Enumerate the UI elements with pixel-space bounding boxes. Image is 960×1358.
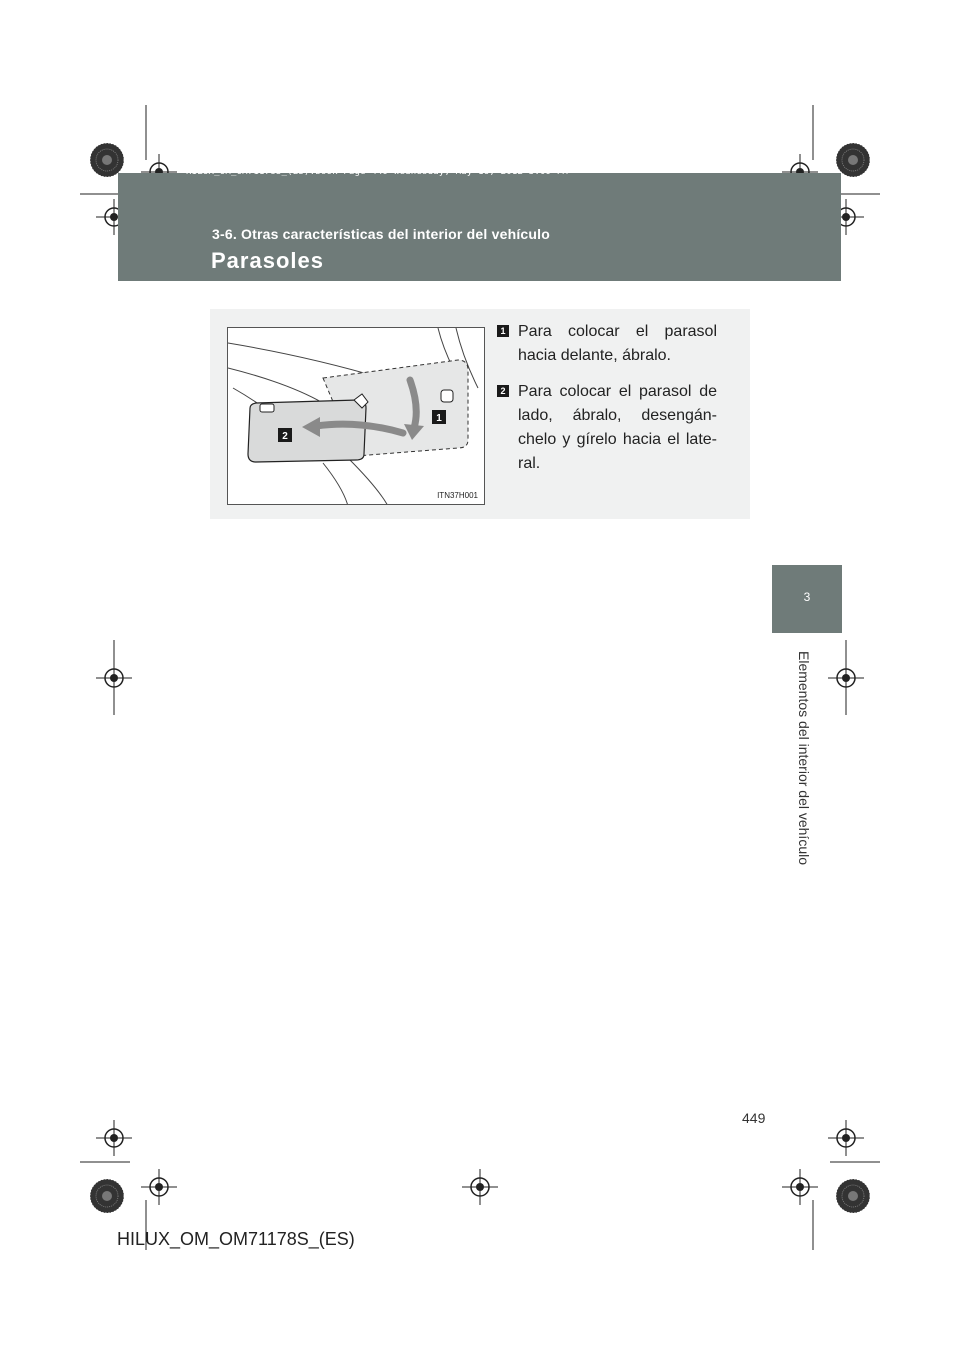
page-title: Parasoles	[211, 248, 324, 273]
step-text: Para colocar el parasol de lado, ábralo, desengán-chelo y gírelo hacia el late-ral.	[518, 383, 717, 472]
step-text: Para colocar el parasol hacia delante, ábralo.	[518, 323, 717, 364]
chapter-title-text: Elementos del interior del vehículo	[796, 650, 812, 866]
page-number: 449	[742, 1110, 766, 1126]
file-stamp: HILUX_OM_OM71178S_(ES).book Page 449 Wednesday, May 16, 2012 3:09 PM	[186, 167, 569, 177]
svg-text:2: 2	[282, 431, 288, 442]
step-number-badge: 2	[497, 385, 509, 397]
document-id: HILUX_OM_OM71178S_(ES)	[117, 1229, 355, 1249]
figure-code: ITN37H001	[437, 491, 478, 500]
chapter-title-vertical	[795, 643, 813, 873]
sun-visor-illustration	[227, 327, 485, 505]
svg-text:1: 1	[436, 413, 442, 424]
chapter-tab	[772, 565, 842, 633]
step-number-badge: 1	[497, 325, 509, 337]
section-label: 3-6. Otras características del interior del vehículo	[212, 226, 550, 242]
chapter-number: 3	[803, 590, 811, 604]
instruction-step	[497, 320, 717, 368]
sun-visor-drawing	[228, 328, 485, 505]
instruction-list	[497, 320, 717, 488]
instruction-step	[497, 380, 717, 476]
